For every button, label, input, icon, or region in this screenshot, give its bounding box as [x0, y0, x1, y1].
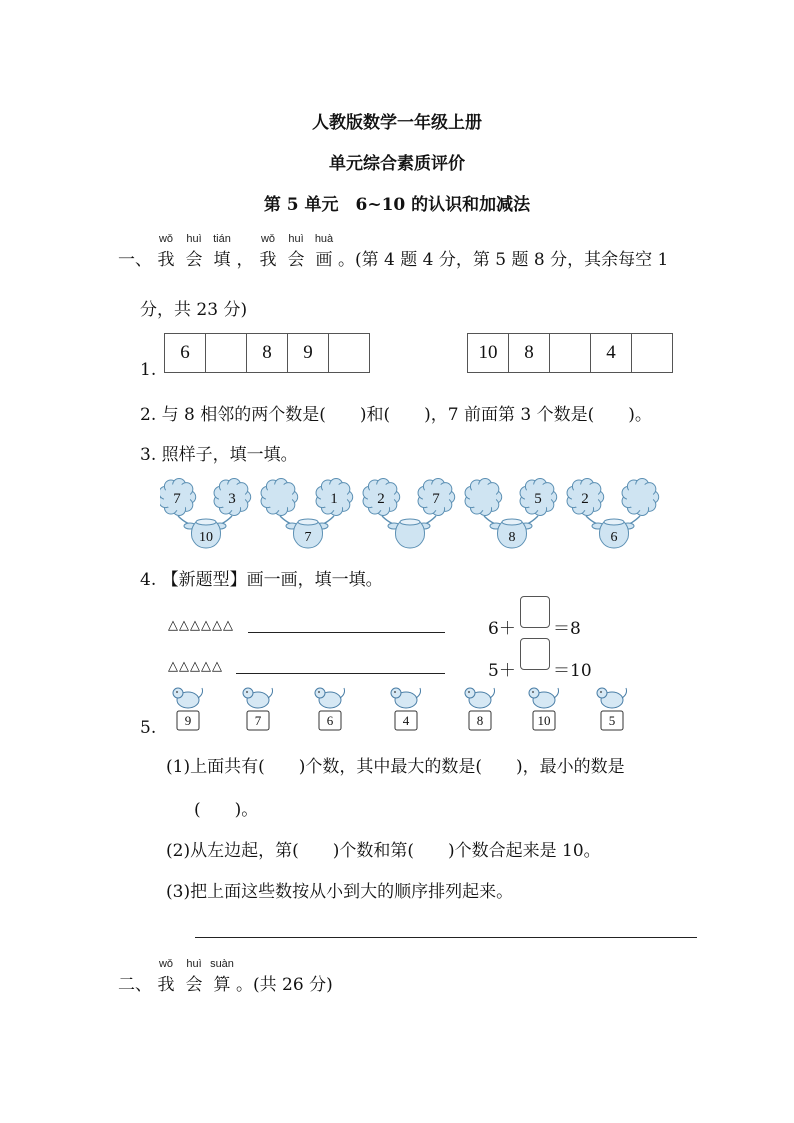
elephant-icon	[243, 688, 273, 730]
squirrel-icon	[391, 688, 421, 730]
pinyin-word	[152, 958, 180, 995]
pinyin-word	[310, 233, 338, 270]
deer-icon	[529, 688, 559, 730]
number-cell[interactable]	[550, 334, 591, 372]
pinyin: huà	[314, 233, 334, 245]
q5-part1-cont: ( )。	[194, 800, 259, 820]
flower-center	[627, 484, 654, 511]
animal-eye	[532, 691, 534, 693]
section-1-scoring-line2: 分，共 23 分)	[140, 300, 248, 320]
flower-number-left: 2	[581, 491, 589, 507]
animal-eye	[176, 691, 178, 693]
flower-number-vase: 7	[304, 530, 312, 545]
q3-text: 3. 照样子，填一填。	[140, 445, 298, 465]
pinyin-word	[254, 233, 282, 270]
section-number: 一、	[118, 250, 152, 270]
unit-title: 第 5 单元 6~10 的认识和加减法	[263, 195, 531, 215]
number-cell: 4	[591, 334, 632, 372]
flower-vase-item	[160, 478, 251, 548]
animal-number: 6	[326, 713, 334, 728]
animal-tail	[490, 688, 495, 698]
animal-tail	[622, 688, 627, 698]
animal-eye	[394, 691, 396, 693]
vase-mouth	[604, 519, 624, 525]
pinyin: wǒ	[158, 233, 174, 245]
animal-head	[465, 688, 475, 698]
pinyin: wǒ	[260, 233, 276, 245]
hanzi: 会	[185, 250, 203, 270]
flower-head	[261, 478, 298, 515]
fox-icon	[597, 688, 627, 730]
pinyin-word	[180, 233, 208, 270]
animal-number: 7	[254, 713, 262, 728]
hanzi: 我	[259, 250, 277, 270]
pinyin	[236, 233, 254, 245]
pinyin: tián	[213, 233, 231, 245]
hanzi: 算	[213, 975, 231, 995]
animal-head	[173, 688, 183, 698]
pinyin: suàn	[210, 958, 234, 970]
vase-mouth	[196, 519, 216, 525]
q1-label: 1.	[140, 360, 157, 380]
q4-text: 4. 【新题型】画一画，填一填。	[140, 570, 383, 590]
animal-drawing	[164, 684, 634, 734]
vase-mouth	[298, 519, 318, 525]
q2-text: 2. 与 8 相邻的两个数是( )和( )，7 前面第 3 个数是( )。	[140, 405, 652, 425]
turtle-icon	[315, 688, 345, 730]
pinyin-word	[236, 233, 254, 270]
flower-number-right: 5	[534, 491, 542, 507]
flower-center	[470, 484, 497, 511]
animal-eye	[600, 691, 602, 693]
pinyin-word	[282, 233, 310, 270]
flower-vase-drawing	[160, 476, 680, 550]
animal-number: 8	[476, 713, 484, 728]
number-cell: 9	[288, 334, 329, 372]
equation-2-lhs: 5＋	[488, 661, 516, 681]
pinyin: wǒ	[158, 958, 174, 970]
number-cell[interactable]	[206, 334, 247, 372]
animal-head	[243, 688, 253, 698]
q5-answer-line	[195, 937, 697, 938]
flower-number-vase: 8	[508, 530, 516, 545]
number-cell: 8	[247, 334, 288, 372]
number-box-row-a	[164, 333, 370, 373]
animal-head	[529, 688, 539, 698]
animal-eye	[246, 691, 248, 693]
answer-line-2	[236, 673, 445, 674]
animal-tail	[416, 688, 421, 698]
flower-number-left: 7	[173, 491, 181, 507]
flower-vase-item	[567, 478, 659, 548]
pinyin: huì	[186, 233, 202, 245]
flower-number-right: 1	[330, 491, 338, 507]
equation-1-lhs: 6＋	[488, 619, 516, 639]
animal-head	[391, 688, 401, 698]
number-cell: 8	[509, 334, 550, 372]
animal-number: 5	[608, 713, 616, 728]
flower-number-right: 3	[228, 491, 236, 507]
vase-mouth	[400, 519, 420, 525]
q5-part1: (1)上面共有( )个数，其中最大的数是( )，最小的数是	[166, 757, 625, 777]
page-subtitle: 单元综合素质评价	[329, 154, 465, 174]
flower-head	[465, 478, 502, 515]
vase-mouth	[502, 519, 522, 525]
flower-vase-item	[261, 478, 353, 548]
hanzi: 会	[185, 975, 203, 995]
animal-head	[315, 688, 325, 698]
section-2-header	[118, 958, 333, 995]
flower-number-vase: 10	[199, 530, 213, 545]
animal-tail	[268, 688, 273, 698]
animal-number-row	[164, 684, 634, 734]
pinyin: huì	[288, 233, 304, 245]
pinyin: huì	[186, 958, 202, 970]
hanzi: ，	[236, 250, 254, 270]
q5-part2: (2)从左边起，第( )个数和第( )个数合起来是 10。	[166, 841, 601, 861]
pinyin-words	[152, 233, 338, 270]
animal-tail	[198, 688, 203, 698]
pinyin-word	[208, 958, 236, 995]
number-cell: 6	[165, 334, 206, 372]
number-box-row-b	[467, 333, 673, 373]
hanzi: 我	[157, 975, 175, 995]
animal-tail	[340, 688, 345, 698]
section-1-header	[118, 233, 668, 270]
q5-label: 5.	[140, 718, 157, 738]
pinyin-word	[208, 233, 236, 270]
q5-part3: (3)把上面这些数按从小到大的顺序排列起来。	[166, 882, 514, 902]
page-title: 人教版数学一年级上册	[312, 113, 482, 133]
mouse-icon	[173, 688, 203, 730]
flower-number-vase: 6	[610, 530, 618, 545]
section-1-scoring: 。(第 4 题 4 分，第 5 题 8 分，其余每空 1	[338, 250, 669, 270]
number-cell[interactable]	[329, 334, 369, 372]
flower-vase-item	[465, 478, 557, 548]
flower-center	[266, 484, 293, 511]
flower-number-left: 2	[377, 491, 385, 507]
pinyin-word	[152, 233, 180, 270]
triangle-row-2: △△△△△	[168, 659, 223, 674]
flower-head	[622, 478, 659, 515]
hanzi: 会	[287, 250, 305, 270]
section-2-scoring: 。(共 26 分)	[236, 975, 333, 995]
answer-box-1[interactable]	[520, 596, 550, 628]
answer-box-2[interactable]	[520, 638, 550, 670]
animal-head	[597, 688, 607, 698]
flower-vase-group	[160, 476, 680, 550]
answer-line-1	[248, 632, 445, 633]
animal-tail	[554, 688, 559, 698]
hanzi: 填	[213, 250, 231, 270]
pinyin-word	[180, 958, 208, 995]
triangle-row-1: △△△△△△	[168, 618, 234, 633]
flower-vase-item	[363, 478, 455, 548]
vase	[396, 522, 425, 548]
pinyin-words	[152, 958, 236, 995]
animal-eye	[318, 691, 320, 693]
animal-number: 4	[402, 713, 410, 728]
animal-number: 9	[184, 713, 192, 728]
equation-1-rhs: ＝8	[553, 619, 581, 639]
cat-icon	[465, 688, 495, 730]
hanzi: 画	[315, 250, 333, 270]
flower-number-right: 7	[432, 491, 440, 507]
animal-eye	[468, 691, 470, 693]
number-cell[interactable]	[632, 334, 672, 372]
number-cell: 10	[468, 334, 509, 372]
hanzi: 我	[157, 250, 175, 270]
section-number: 二、	[118, 975, 152, 995]
equation-2-rhs: ＝10	[553, 661, 592, 681]
animal-number: 10	[537, 713, 551, 728]
